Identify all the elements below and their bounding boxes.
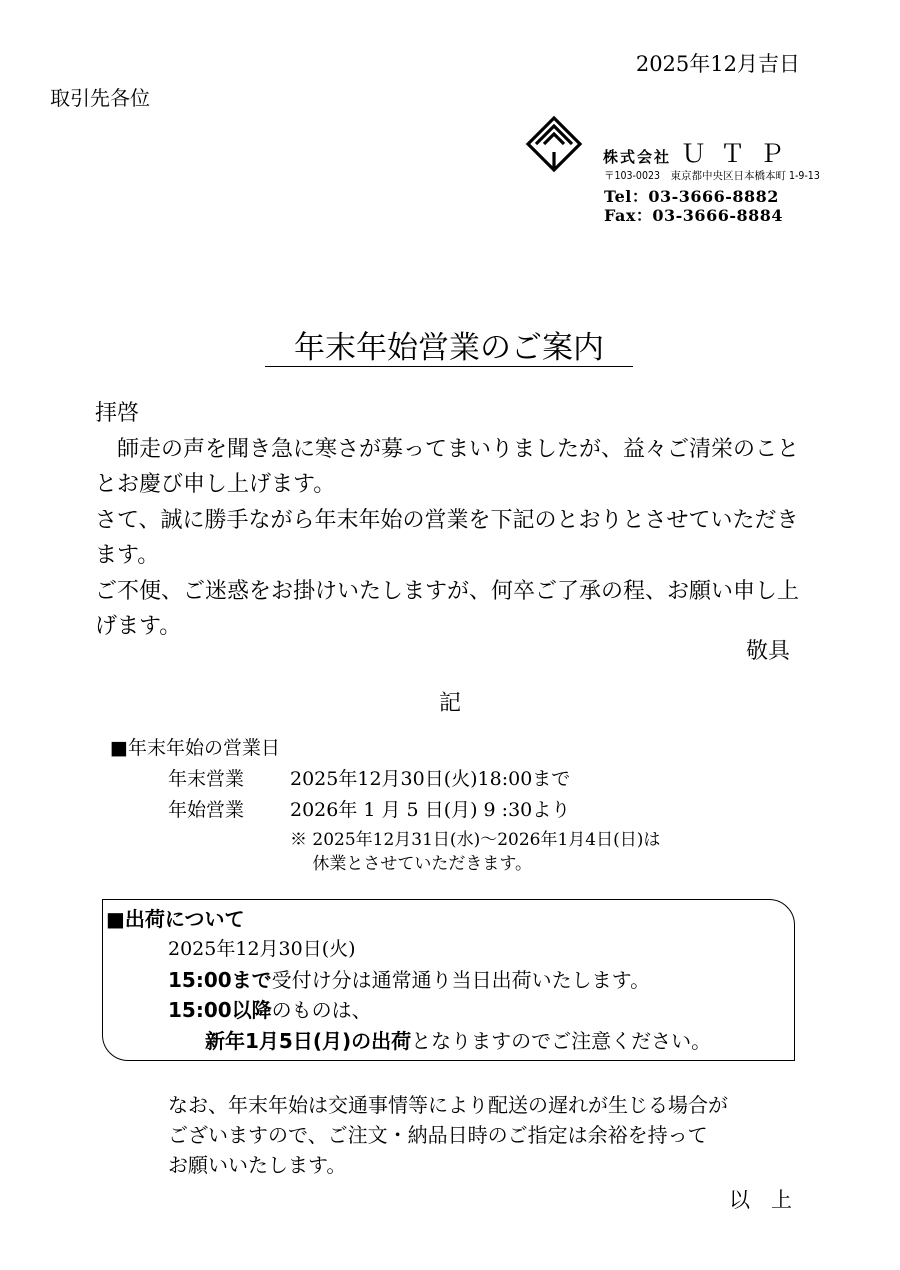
shipping-line-1-text: 受付け分は通常通り当日出荷いたします。 (271, 968, 651, 992)
shipping-line-3-emphasis: 新年1月5日(月)の出荷 (205, 1029, 412, 1053)
year-end-value: 2025年12月30日(火)18:00まで (290, 768, 571, 790)
company-short-name: ＵＴＰ (681, 139, 799, 168)
footer-note (168, 1090, 808, 1180)
letter-paragraph-1: 師走の声を聞き急に寒さが募ってまいりましたが、益々ご清栄のこととお慶び申し上げます。 (95, 436, 800, 497)
end-marker: 以 上 (729, 1188, 792, 1212)
year-end-label: 年末営業 (168, 768, 245, 790)
shipping-line-1 (168, 964, 650, 993)
footer-line-1: なお、年末年始は交通事情等により配送の遅れが生じる場合が (168, 1093, 728, 1117)
footer-line-2: ございますので、ご注文・納品日時のご指定は余裕を持って (168, 1123, 708, 1147)
ki-marker: 記 (439, 691, 462, 716)
letter-body (95, 396, 805, 645)
letter-paragraph-2: さて、誠に勝手ながら年末年始の営業を下記のとおりとさせていただきます。 (95, 507, 799, 568)
page-title: 年末年始営業のご案内 (294, 330, 604, 366)
closing-word: 敬具 (745, 639, 790, 664)
schedule-heading: ■年末年始の営業日 (110, 737, 280, 759)
company-prefix: 株式会社 (603, 148, 672, 166)
new-year-value: 2026年 1 月 5 日(月) 9 :30より (290, 799, 571, 821)
title-underline (265, 366, 633, 367)
holiday-note (290, 828, 660, 876)
footer-line-3: お願いいたします。 (168, 1153, 347, 1177)
shipping-line-2 (168, 994, 372, 1023)
company-fax: Fax：03-3666-8884 (604, 206, 784, 225)
issue-date: 2025年12月吉日 (635, 52, 800, 76)
addressee: 取引先各位 (50, 86, 150, 110)
letter-paragraph-3: ご不便、ご迷惑をお掛けいたしますが、何卒ご了承の程、お願い申し上げます。 (95, 578, 800, 639)
company-tel: Tel：03-3666-8882 (604, 187, 779, 206)
shipping-heading: ■出荷について (106, 907, 245, 931)
utp-logo-icon (524, 114, 584, 174)
shipping-line-3 (205, 1025, 711, 1054)
shipping-line-2-emphasis: 15:00以降 (168, 998, 272, 1022)
holiday-note-line-1: ※ 2025年12月31日(水)～2026年1月4日(日)は (290, 830, 661, 850)
shipping-line-2-text: のものは、 (271, 998, 372, 1022)
company-address: 〒103-0023 東京都中央区日本橋本町 1-9-13 (604, 170, 820, 182)
company-name (603, 134, 798, 170)
salutation: 拝啓 (95, 401, 140, 426)
shipping-line-3-text: となりますのでご注意ください。 (411, 1029, 712, 1053)
shipping-line-1-emphasis: 15:00まで (168, 968, 272, 992)
new-year-label: 年始営業 (168, 799, 245, 821)
holiday-note-line-2: 休業とさせていただきます。 (290, 854, 533, 874)
shipping-date: 2025年12月30日(火) (168, 938, 356, 960)
